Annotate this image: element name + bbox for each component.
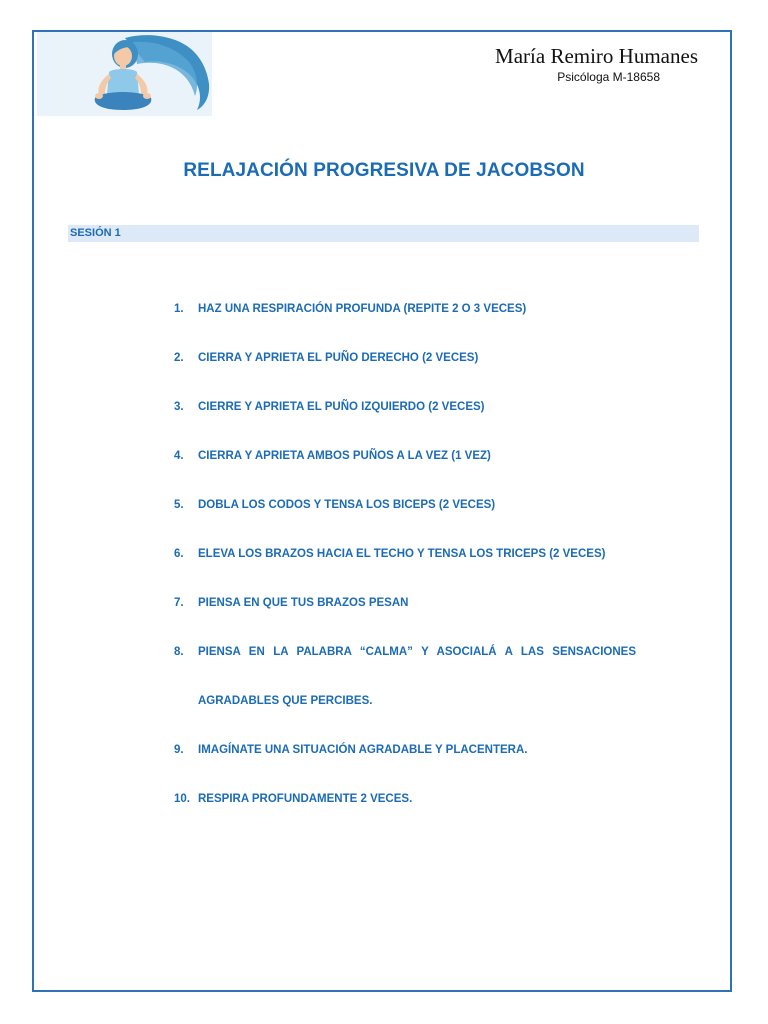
step-number: 3. <box>174 401 184 413</box>
list-item <box>174 496 636 514</box>
step-text: PIENSA EN QUE TUS BRAZOS PESAN <box>198 597 409 609</box>
list-item <box>174 545 636 563</box>
step-text: CIERRE Y APRIETA EL PUÑO IZQUIERDO (2 VECES) <box>198 401 485 413</box>
step-text: RESPIRA PROFUNDAMENTE 2 VECES. <box>198 793 413 805</box>
list-item <box>174 790 636 808</box>
step-text: HAZ UNA RESPIRACIÓN PROFUNDA (REPITE 2 O 3 VECES) <box>198 303 527 315</box>
list-item <box>174 594 636 612</box>
step-text: ELEVA LOS BRAZOS HACIA EL TECHO Y TENSA LOS TRICEPS (2 VECES) <box>198 548 606 560</box>
step-number: 8. <box>174 646 184 658</box>
step-number: 4. <box>174 450 184 462</box>
author-credential: Psicóloga M-18658 <box>557 70 660 84</box>
list-item <box>174 349 636 367</box>
list-item <box>174 398 636 416</box>
list-item <box>174 741 636 759</box>
meditation-woman-icon <box>37 32 212 116</box>
step-text: PIENSA EN LA PALABRA “CALMA” Y ASOCIALÁ A LAS SENSACIONES <box>198 646 636 658</box>
step-number: 6. <box>174 548 184 560</box>
step-text: CIERRA Y APRIETA AMBOS PUÑOS A LA VEZ (1 VEZ) <box>198 450 491 462</box>
step-text: DOBLA LOS CODOS Y TENSA LOS BICEPS (2 VECES) <box>198 499 496 511</box>
steps-list <box>174 300 636 839</box>
list-item <box>174 300 636 318</box>
step-number: 5. <box>174 499 184 511</box>
author-name: María Remiro Humanes <box>495 44 698 68</box>
step-text: IMAGÍNATE UNA SITUACIÓN AGRADABLE Y PLACENTERA. <box>198 744 528 756</box>
step-text-continuation: AGRADABLES QUE PERCIBES. <box>198 695 373 707</box>
step-number: 1. <box>174 303 184 315</box>
step-number: 10. <box>174 793 190 805</box>
session-label: SESIÓN 1 <box>70 227 121 239</box>
list-item <box>174 643 636 710</box>
document-title: RELAJACIÓN PROGRESIVA DE JACOBSON <box>183 160 585 181</box>
step-number: 7. <box>174 597 184 609</box>
step-number: 2. <box>174 352 184 364</box>
step-text: CIERRA Y APRIETA EL PUÑO DERECHO (2 VECES) <box>198 352 479 364</box>
step-number: 9. <box>174 744 184 756</box>
list-item <box>174 447 636 465</box>
session-header-bar <box>68 225 699 242</box>
